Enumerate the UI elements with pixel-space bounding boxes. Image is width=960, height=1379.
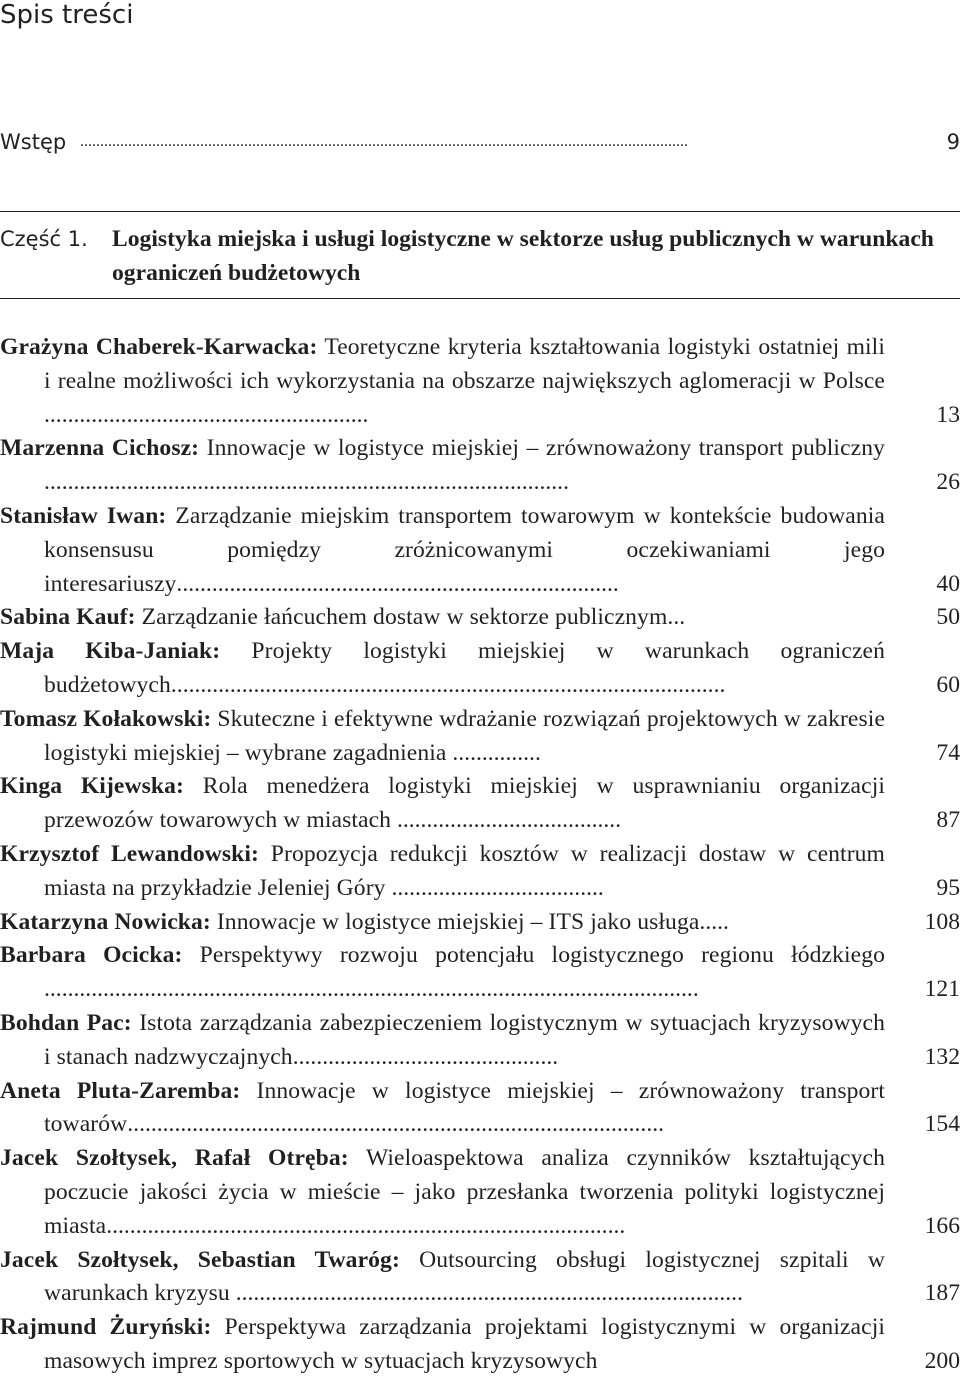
toc-entry-intro[interactable]: [0, 122, 960, 162]
toc-entry[interactable]: [0, 1075, 960, 1143]
entry-author: Bohdan Pac:: [0, 1009, 132, 1036]
page-number: 74: [936, 739, 960, 766]
entry-author: Maja Kiba-Janiak:: [0, 638, 221, 665]
dot-leader: ...........................................................................................: [127, 1111, 665, 1138]
entry-title: Innowacje w logistyce miejskiej – zrównoważony transport publiczny: [206, 435, 886, 462]
entry-author: Aneta Pluta-Zaremba:: [0, 1077, 241, 1104]
dot-leader: ...............................................................................................................: [44, 976, 699, 1003]
entry-title: Rola menedżera logistyki miejskiej w usprawnianiu organizacji przewozów towarowych w miastach: [44, 773, 886, 834]
toc-entry[interactable]: [0, 500, 960, 601]
dot-leader: ........................................................................................................................................................: [80, 133, 688, 150]
dot-leader: ......................................................................................: [229, 1280, 743, 1307]
toc-entry[interactable]: [0, 1007, 960, 1075]
page-title: Spis treści: [0, 0, 134, 30]
entry-title: Zarządzanie miejskim transportem towarowym w kontekście budowania konsensusu pomiędzy zróżnicowanymi oczekiwaniami jego interesariuszy: [44, 502, 885, 597]
page-number: 87: [936, 807, 960, 834]
entry-title: Wieloaspektowa analiza czynników kształtujących poczucie jakości życia w mieście – jako przesłanka tworzenia polityki logistycznej miasta: [44, 1145, 885, 1239]
dot-leader: .............................................: [292, 1043, 559, 1070]
toc-entries: [0, 331, 960, 1379]
entry-title: Propozycja redukcji kosztów w realizacji dostaw w centrum miasta na przykładzie Jeleniej Góry: [44, 840, 885, 901]
page-number: 166: [924, 1212, 960, 1239]
page-number: 108: [924, 908, 960, 935]
toc-entry[interactable]: [0, 838, 960, 906]
dot-leader: .......................................................: [44, 401, 369, 428]
page-number: 40: [936, 570, 960, 597]
dot-leader: ...: [667, 604, 686, 631]
entry-author: Krzysztof Lewandowski:: [0, 840, 259, 867]
page-number: 26: [936, 469, 960, 496]
entry-author: Kinga Kijewska:: [0, 773, 184, 800]
toc-entry[interactable]: [0, 1142, 960, 1243]
page-number: 121: [924, 976, 960, 1003]
divider: [0, 298, 960, 299]
entry-author: Grażyna Chaberek-Karwacka:: [0, 334, 318, 360]
entry-title: Istota zarządzania zabezpieczeniem logistycznym w sytuacjach kryzysowych i stanach nadzwyczajnych: [44, 1009, 886, 1070]
toc-entry[interactable]: [0, 770, 960, 838]
toc-entry[interactable]: [0, 1311, 960, 1379]
entry-title: Perspektywa zarządzania projektami logistycznymi w organizacji masowych imprez sportowych w sytuacjach kryzysowych: [44, 1314, 886, 1374]
entry-title: Innowacje w logistyce miejskiej – zrównoważony transport towarów: [44, 1077, 886, 1138]
page-number: 95: [936, 874, 960, 901]
page-number: 50: [936, 604, 960, 631]
toc-entry[interactable]: [0, 939, 960, 1007]
toc-entry[interactable]: [0, 635, 960, 703]
entry-title: Projekty logistyki miejskiej w warunkach ograniczeń budżetowych: [44, 638, 886, 698]
entry-author: Tomasz Kołakowski:: [0, 705, 212, 732]
entry-title: Teoretyczne kryteria kształtowania logistyki ostatniej mili i realne możliwości ich wykorzystania na obszarze największych aglomeracji w Polsce: [44, 334, 885, 394]
dot-leader: .........................................................................................: [44, 469, 569, 496]
dot-leader: ......................................: [391, 807, 622, 834]
dot-leader: ....................................: [385, 874, 604, 901]
entry-title: Zarządzanie łańcuchem dostaw w sektorze publicznym: [141, 604, 668, 631]
part-label: Część 1.: [0, 227, 88, 251]
toc-entry[interactable]: [0, 331, 960, 432]
dot-leader: ..............................................................................................: [170, 671, 726, 698]
toc-entry[interactable]: [0, 1244, 960, 1312]
page-number: 13: [936, 401, 960, 428]
table-of-contents: [0, 122, 960, 162]
page-number: 60: [936, 671, 960, 698]
entry-title: Perspektywy rozwoju potencjału logistycznego regionu łódzkiego: [199, 942, 886, 969]
intro-label: Wstęp: [0, 130, 67, 154]
toc-entry[interactable]: [0, 601, 960, 635]
dot-leader: ...........................................................................: [176, 570, 619, 597]
entry-author: Sabina Kauf:: [0, 604, 136, 631]
page-number: 154: [924, 1111, 960, 1138]
entry-author: Stanisław Iwan:: [0, 502, 167, 529]
page-number: 9: [946, 130, 960, 154]
entry-author: Marzenna Cichosz:: [0, 435, 200, 462]
entry-author: Barbara Ocicka:: [0, 942, 183, 969]
entry-author: Jacek Szołtysek, Sebastian Twaróg:: [0, 1246, 400, 1273]
entry-title: Skuteczne i efektywne wdrażanie rozwiązań projektowych w zakresie logistyki miejskiej – wybrane zagadnienia: [44, 705, 886, 766]
entry-author: Jacek Szołtysek, Rafał Otręba:: [0, 1145, 349, 1172]
dot-leader: ........................................................................................: [106, 1212, 626, 1239]
dot-leader: ...............: [446, 739, 541, 766]
page-number: 132: [924, 1043, 960, 1070]
entry-title: Outsourcing obsługi logistycznej szpitali w warunkach kryzysu: [44, 1246, 886, 1307]
part-title: Logistyka miejska i usługi logistyczne w sektorze usług publicznych w warunkach ograniczeń budżetowych: [112, 226, 934, 286]
dot-leader: .....: [699, 908, 729, 935]
divider: [0, 211, 960, 212]
toc-entry[interactable]: [0, 432, 960, 500]
entry-title: Innowacje w logistyce miejskiej – ITS jako usługa: [216, 908, 700, 935]
entry-author: Rajmund Żuryński:: [0, 1314, 212, 1341]
toc-entry[interactable]: [0, 703, 960, 771]
page-number: 187: [924, 1280, 960, 1307]
toc-entry[interactable]: [0, 906, 960, 940]
entry-author: Katarzyna Nowicka:: [0, 908, 211, 935]
page-number: 200: [924, 1347, 960, 1374]
